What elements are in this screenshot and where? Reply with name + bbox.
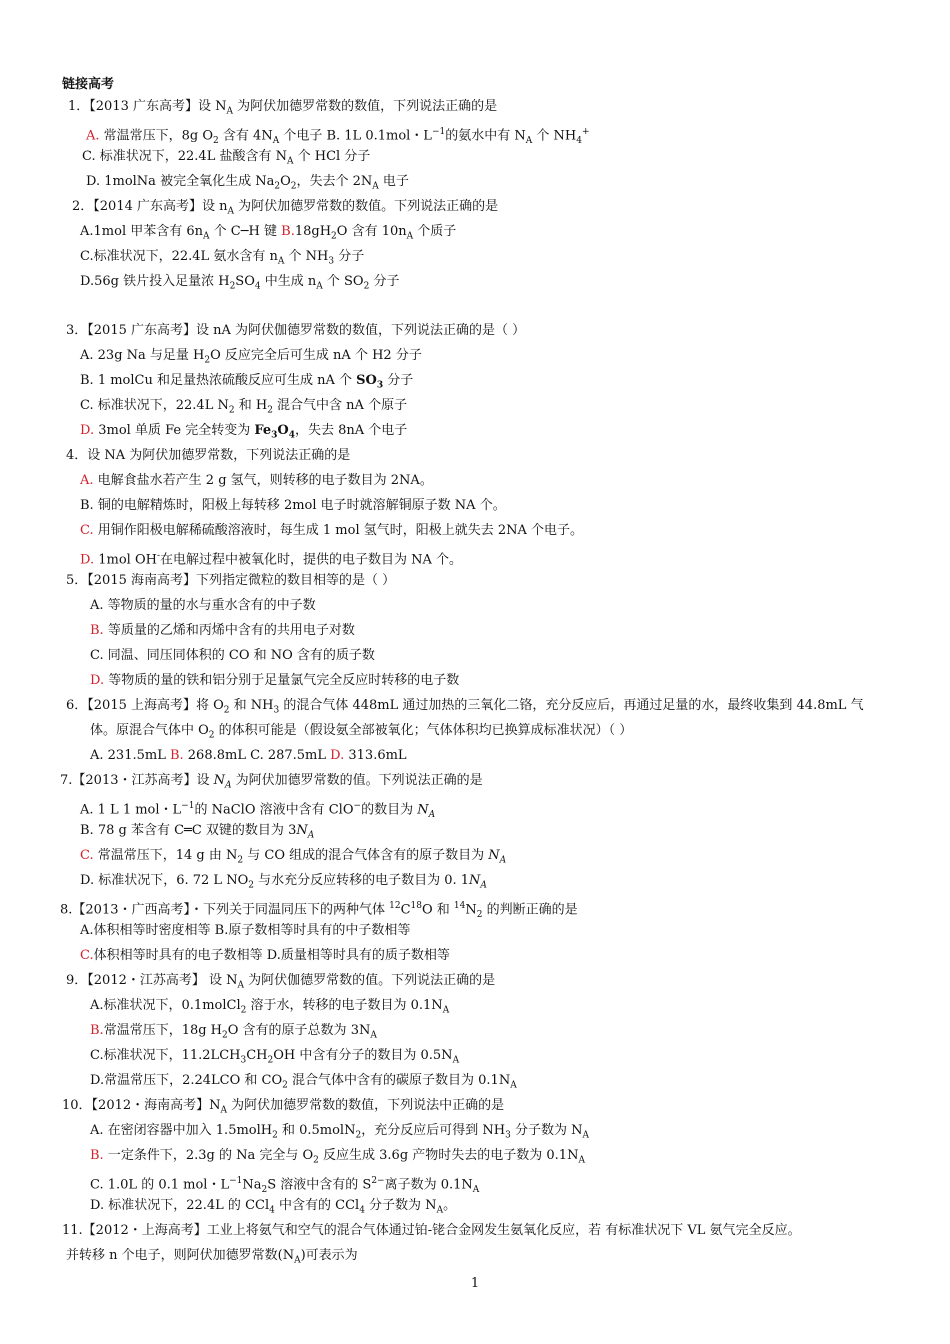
text-run: 18gH xyxy=(294,224,332,239)
text-run: O 反应完全后可生成 nA 个 H2 分子 xyxy=(210,348,422,363)
text-run: A xyxy=(370,1030,377,1041)
text-line xyxy=(90,1022,377,1045)
text-run: 2 xyxy=(229,281,236,292)
text-run: 分子数为 N xyxy=(510,1123,583,1138)
text-run: O xyxy=(280,174,291,189)
text-run: 2 xyxy=(363,281,370,292)
text-run: 体积相等时具有的电子数相等 D.质量相等时具有的质子数相等 xyxy=(93,948,450,963)
text-run: 与 CO 组成的混合气体含有的原子数目为 xyxy=(243,848,489,863)
text-line xyxy=(60,897,578,924)
text-run: 4 xyxy=(288,430,295,441)
text-run: 。 xyxy=(443,1198,457,1213)
text-run: 为阿伏加德罗常数的数值，下列说法中正确的是 xyxy=(227,1098,505,1113)
text-run: 常温常压下，8g O xyxy=(99,128,214,144)
text-run: Fe xyxy=(254,423,272,438)
text-run: C. 标准状况下，22.4L 盐酸含有 N xyxy=(82,149,287,164)
answer-marker: B. xyxy=(90,1148,104,1163)
text-line xyxy=(72,198,498,221)
text-line xyxy=(66,1247,358,1270)
text-run: N xyxy=(488,848,500,863)
text-line xyxy=(62,1097,504,1120)
text-run: N xyxy=(213,773,225,788)
text-run: ，充分反应后可得到 NH xyxy=(361,1123,506,1138)
text-run: D.常温常压下，2.24LCO 和 CO xyxy=(90,1073,283,1088)
text-run: 常温常压下，14 g 由 N xyxy=(93,848,238,863)
text-run: 6．【2015 上海高考】将 O xyxy=(66,698,224,713)
text-line xyxy=(80,347,422,370)
text-run: 2 xyxy=(267,1055,274,1066)
text-run: ，失去个 2N xyxy=(296,174,373,189)
text-run: A xyxy=(227,206,234,217)
text-line xyxy=(82,148,370,171)
text-run: 4 xyxy=(269,1205,275,1216)
text-run: A xyxy=(578,1155,585,1166)
text-line xyxy=(80,472,433,490)
text-run: N xyxy=(469,873,481,888)
text-run: A xyxy=(237,980,244,991)
text-line xyxy=(60,772,483,795)
answer-marker: D. xyxy=(80,423,95,438)
text-run: SO xyxy=(356,373,377,388)
text-run: A xyxy=(499,855,507,866)
text-run: 的数目为 xyxy=(361,802,418,818)
text-line xyxy=(80,847,506,870)
text-run: C xyxy=(400,902,411,918)
text-run: A xyxy=(442,1005,450,1016)
text-line xyxy=(66,972,495,995)
text-run: 分子 xyxy=(383,373,414,388)
text-line xyxy=(80,372,413,395)
text-run: 分子 xyxy=(334,249,365,264)
text-run: 个 NH xyxy=(532,128,577,144)
text-run: 为阿伏伽德罗常数的值。下列说法正确的是 xyxy=(244,973,496,988)
text-run: 和 0.5molN xyxy=(277,1123,356,1138)
text-run: D. 标准状况下，6. 72 L NO xyxy=(80,873,249,888)
text-run: 个 HCl 分子 xyxy=(293,149,371,164)
text-run: −1 xyxy=(181,801,195,811)
answer-marker: A. xyxy=(80,473,94,488)
text-run: 4 xyxy=(359,1205,365,1216)
text-run: 个 NH xyxy=(284,249,329,264)
text-run: 3 xyxy=(271,430,278,441)
text-run: 1．【2013 广东高考】设 N xyxy=(68,99,227,114)
text-run: 2 xyxy=(248,880,254,891)
text-run: A xyxy=(220,1105,228,1116)
text-run: A xyxy=(272,135,280,146)
text-run: A xyxy=(277,256,285,267)
text-run: A xyxy=(307,830,315,841)
text-run: 2 xyxy=(290,181,297,192)
text-run: B. 1 molCu 和足量热浓硫酸反应可生成 nA 个 xyxy=(80,373,357,388)
text-run: 并转移 n 个电子，则阿伏加德罗常数(N xyxy=(66,1248,295,1263)
text-run: C. 同温、同压同体积的 CO 和 NO 含有的质子数 xyxy=(90,648,375,663)
text-run: A. 等物质的量的水与重水含有的中子数 xyxy=(90,598,316,613)
answer-marker: D. xyxy=(330,748,345,763)
text-run: 等物质的量的铁和铝分别于足量氯气完全反应时转移的电子数 xyxy=(104,673,460,688)
text-run: 14 xyxy=(453,901,466,911)
text-run: A xyxy=(436,1205,444,1216)
text-run: −1 xyxy=(229,1176,243,1186)
text-run: 3 xyxy=(376,380,384,391)
text-line xyxy=(68,98,497,121)
text-line xyxy=(80,947,450,965)
text-run: 电子 xyxy=(378,174,409,189)
text-run: 个质子 xyxy=(413,224,457,239)
text-run: 313.6mL xyxy=(344,748,407,763)
text-run: A xyxy=(294,1255,301,1266)
text-run: 2 xyxy=(261,1184,268,1195)
text-run: 离子数为 0.1N xyxy=(384,1177,473,1193)
answer-marker: D. xyxy=(90,673,105,688)
text-run: 2 xyxy=(222,1030,228,1041)
text-run: 2 xyxy=(240,1005,247,1016)
text-line xyxy=(90,1047,459,1070)
text-run: A xyxy=(452,1055,460,1066)
text-run: −1 xyxy=(431,127,446,137)
text-run: N xyxy=(465,902,477,918)
text-run: A. 231.5mL xyxy=(90,748,170,763)
text-line xyxy=(90,1197,456,1220)
text-run: 4．设 NA 为阿伏加德罗常数，下列说法正确的是 xyxy=(66,448,351,463)
text-run: 一定条件下，2.3g 的 Na 完全与 O xyxy=(103,1148,314,1163)
text-line xyxy=(90,597,316,615)
text-run: 电解食盐水若产生 2 g 氢气，则转移的电子数目为 2NA。 xyxy=(93,473,433,488)
text-run: 3 xyxy=(273,705,280,716)
text-run: 的混合气体 448mL 通过加热的三氧化二铬，充分反应后，再通过足量的水，最终收集到 44.8mL 气 xyxy=(279,698,864,713)
text-line xyxy=(80,497,506,515)
text-run: 2− xyxy=(371,1176,385,1186)
text-run: 溶于水，转移的电子数目为 0.1N xyxy=(246,998,443,1013)
text-line xyxy=(66,447,350,465)
text-run: 7.【2013・江苏高考】设 xyxy=(60,773,214,788)
text-line xyxy=(80,248,364,271)
text-run: 和 H xyxy=(234,398,268,413)
text-run: 2 xyxy=(272,1130,278,1141)
text-run: 为阿伏加德罗常数的数值，下列说法正确的是 xyxy=(233,99,498,114)
text-run: O 含有 10n xyxy=(336,224,407,239)
text-run: 2 xyxy=(208,730,215,741)
text-run: 个电子 B. 1L 0.1mol・L xyxy=(279,128,432,144)
text-line xyxy=(90,1122,589,1145)
text-run: C. 1.0L 的 0.1 mol・L xyxy=(90,1177,230,1193)
text-run: 2 xyxy=(313,1155,319,1166)
text-run: 混合气体中含有的碳原子数目为 0.1N xyxy=(287,1073,511,1088)
text-run: 分子数为 N xyxy=(364,1198,437,1213)
text-run: A xyxy=(582,1130,589,1141)
text-run: A. 1 L 1 mol・L xyxy=(80,802,182,818)
text-run: A.标准状况下，0.1molCl xyxy=(90,998,241,1013)
text-run: 用铜作阳极电解稀硫酸溶液时，每生成 1 mol 氢气时，阳极上就失去 2NA 个电子。 xyxy=(93,523,584,538)
answer-marker: B. xyxy=(90,1023,104,1038)
page-number: 1 xyxy=(470,1276,480,1291)
text-line xyxy=(90,1147,585,1170)
text-run: 反应生成 3.6g 产物时失去的电子数为 0.1N xyxy=(318,1148,579,1163)
text-run: 的体积可能是（假设氨全部被氧化；气体体积均已换算成标准状况）（ ） xyxy=(214,723,633,738)
text-run: 的氨水中有 N xyxy=(445,128,526,144)
text-run: 体。原混合气体中 O xyxy=(90,723,209,738)
text-line xyxy=(80,397,407,420)
text-run: − xyxy=(353,801,362,811)
text-line xyxy=(80,822,314,845)
text-run: 2 xyxy=(274,181,281,192)
text-run: C.标准状况下，22.4L 氨水含有 n xyxy=(80,249,278,264)
text-run: 3 xyxy=(328,256,335,267)
text-line xyxy=(80,422,407,445)
text-run: 268.8mL C. 287.5mL xyxy=(183,748,331,763)
text-line xyxy=(66,572,395,590)
text-run: 为阿伏加德罗常数的数值。下列说法正确的是 xyxy=(234,199,499,214)
text-run: 1mol OH xyxy=(94,552,157,568)
text-run: A xyxy=(203,231,210,242)
answer-marker: C. xyxy=(80,848,94,863)
text-run: A.1mol 甲苯含有 6n xyxy=(80,224,204,239)
text-run: 12 xyxy=(389,901,401,911)
text-line xyxy=(80,797,435,824)
text-line xyxy=(62,1222,801,1240)
text-run: 和 NH xyxy=(229,698,274,713)
text-run: 常温常压下，18g H xyxy=(103,1023,223,1038)
text-run: 8.【2013・广西高考】・下列关于同温同压下的两种气体 xyxy=(60,902,390,918)
text-run: C. 标准状况下，22.4L N xyxy=(80,398,229,413)
text-run: O 含有的原子总数为 3N xyxy=(227,1023,371,1038)
text-run: CH xyxy=(246,1048,268,1063)
text-run: 混合气中含 nA 个原子 xyxy=(272,398,408,413)
text-line xyxy=(90,1072,517,1095)
text-run: A.体积相等时密度相等 B.原子数相等时具有的中子数相等 xyxy=(80,923,411,938)
text-run: 5．【2015 海南高考】下列指定微粒的数目相等的是（ ） xyxy=(66,573,396,588)
text-run: D. 标准状况下，22.4L 的 CCl xyxy=(90,1198,270,1213)
answer-marker: B. xyxy=(169,748,184,763)
text-run: A xyxy=(472,1184,480,1195)
text-run: 在电解过程中被氧化时，提供的电子数目为 NA 个。 xyxy=(159,552,463,568)
text-run: S 溶液中含有的 S xyxy=(267,1177,372,1193)
text-run: 10．【2012・海南高考】N xyxy=(62,1098,221,1113)
text-run: A xyxy=(316,281,323,292)
text-line xyxy=(66,697,864,720)
text-line xyxy=(90,747,407,765)
text-line xyxy=(90,722,632,745)
text-run: - xyxy=(156,551,160,561)
text-run: 3 xyxy=(240,1055,247,1066)
text-run: A xyxy=(428,809,436,820)
text-line xyxy=(90,672,459,690)
answer-marker: A. xyxy=(86,128,100,144)
text-run: )可表示为 xyxy=(300,1248,358,1263)
text-run: 3mol 单质 Fe 完全转变为 xyxy=(94,423,255,438)
text-line xyxy=(80,273,399,296)
text-run: A xyxy=(510,1080,517,1091)
text-line xyxy=(90,997,449,1020)
text-run: C.标准状况下，11.2LCH xyxy=(90,1048,241,1063)
text-line xyxy=(80,522,583,540)
text-run: A xyxy=(226,106,233,117)
text-run: N xyxy=(417,802,429,818)
text-line xyxy=(90,647,375,665)
text-run: 链接高考 xyxy=(62,77,115,92)
text-run: 9．【2012・江苏高考】 设 N xyxy=(66,973,238,988)
text-run: 4 xyxy=(576,135,582,146)
text-run: B. 铜的电解精炼时，阳极上每转移 2mol 电子时就溶解铜原子数 NA 个。 xyxy=(80,498,506,513)
text-run: B. 78 g 苯含有 C═C 双键的数目为 3 xyxy=(80,823,297,838)
text-line xyxy=(90,1172,479,1199)
section-heading xyxy=(62,76,114,94)
text-line xyxy=(80,223,456,246)
text-run: A xyxy=(286,156,294,167)
text-run: 18 xyxy=(410,901,422,911)
answer-marker: D. xyxy=(80,552,95,568)
text-run: A xyxy=(406,231,414,242)
text-run: 2．【2014 广东高考】设 n xyxy=(72,199,228,214)
text-run: N xyxy=(296,823,308,838)
text-run: OH 中含有分子的数目为 0.5N xyxy=(273,1048,453,1063)
text-run: + xyxy=(581,127,590,137)
text-run: 的 NaClO 溶液中含有 ClO xyxy=(194,802,354,818)
text-run: 2 xyxy=(267,405,273,416)
text-run: A. 在密闭容器中加入 1.5molH xyxy=(90,1123,273,1138)
text-run: 11.【2012・上海高考】工业上将氨气和空气的混合气体通过铂-铑合金网发生氨氧化反应，若 有标准状况下 VL 氨气完全反应。 xyxy=(62,1223,801,1238)
text-run: D. 1molNa 被完全氧化生成 Na xyxy=(86,174,275,189)
text-run: 4 xyxy=(254,281,261,292)
answer-marker: C. xyxy=(80,523,94,538)
text-run: ，失去 8nA 个电子 xyxy=(295,423,408,438)
text-run: 与水充分反应转移的电子数目为 0. 1 xyxy=(253,873,470,888)
text-run: D.56g 铁片投入足量浓 H xyxy=(80,274,230,289)
text-run: 2 xyxy=(476,909,483,920)
answer-marker: B. xyxy=(281,224,295,239)
text-run: SO xyxy=(235,274,255,289)
text-line xyxy=(86,123,590,150)
text-run: 中含有的 CCl xyxy=(274,1198,360,1213)
text-run: 2 xyxy=(213,135,219,146)
text-run: 2 xyxy=(204,355,211,366)
text-run: 2 xyxy=(237,855,244,866)
text-run: O xyxy=(277,423,289,438)
text-run: A xyxy=(225,780,232,791)
text-run: A xyxy=(372,181,379,192)
text-run: 的判断正确的是 xyxy=(482,902,578,918)
text-line xyxy=(80,922,410,940)
text-run: 含有 4N xyxy=(218,128,273,144)
text-run: Na xyxy=(242,1177,262,1193)
text-run: 3 xyxy=(505,1130,511,1141)
text-run: 2 xyxy=(228,405,235,416)
text-run: A xyxy=(525,135,533,146)
text-run: 3．【2015 广东高考】设 nA 为阿伏伽德罗常数的数值，下列说法正确的是（ ） xyxy=(66,323,526,338)
answer-marker: C. xyxy=(80,948,94,963)
text-run: 等质量的乙烯和丙烯中含有的共用电子对数 xyxy=(103,623,355,638)
answer-marker: B. xyxy=(90,623,104,638)
text-line xyxy=(86,173,409,196)
text-run: 2 xyxy=(355,1130,362,1141)
text-run: 2 xyxy=(223,705,230,716)
text-run: 分子 xyxy=(369,274,400,289)
text-run: 2 xyxy=(282,1080,288,1091)
text-line xyxy=(80,547,462,569)
text-run: A. 23g Na 与足量 H xyxy=(80,348,205,363)
text-run: O 和 xyxy=(421,902,454,918)
text-line xyxy=(80,872,487,895)
text-run: 2 xyxy=(331,231,337,242)
text-line xyxy=(66,322,525,340)
text-run: 中生成 n xyxy=(260,274,317,289)
text-run: 个 SO xyxy=(322,274,364,289)
text-run: 个 C─H 键 xyxy=(209,224,282,239)
text-run: A xyxy=(480,880,487,891)
text-line xyxy=(90,622,355,640)
text-run: 为阿伏加德罗常数的值。下列说法正确的是 xyxy=(231,773,483,788)
